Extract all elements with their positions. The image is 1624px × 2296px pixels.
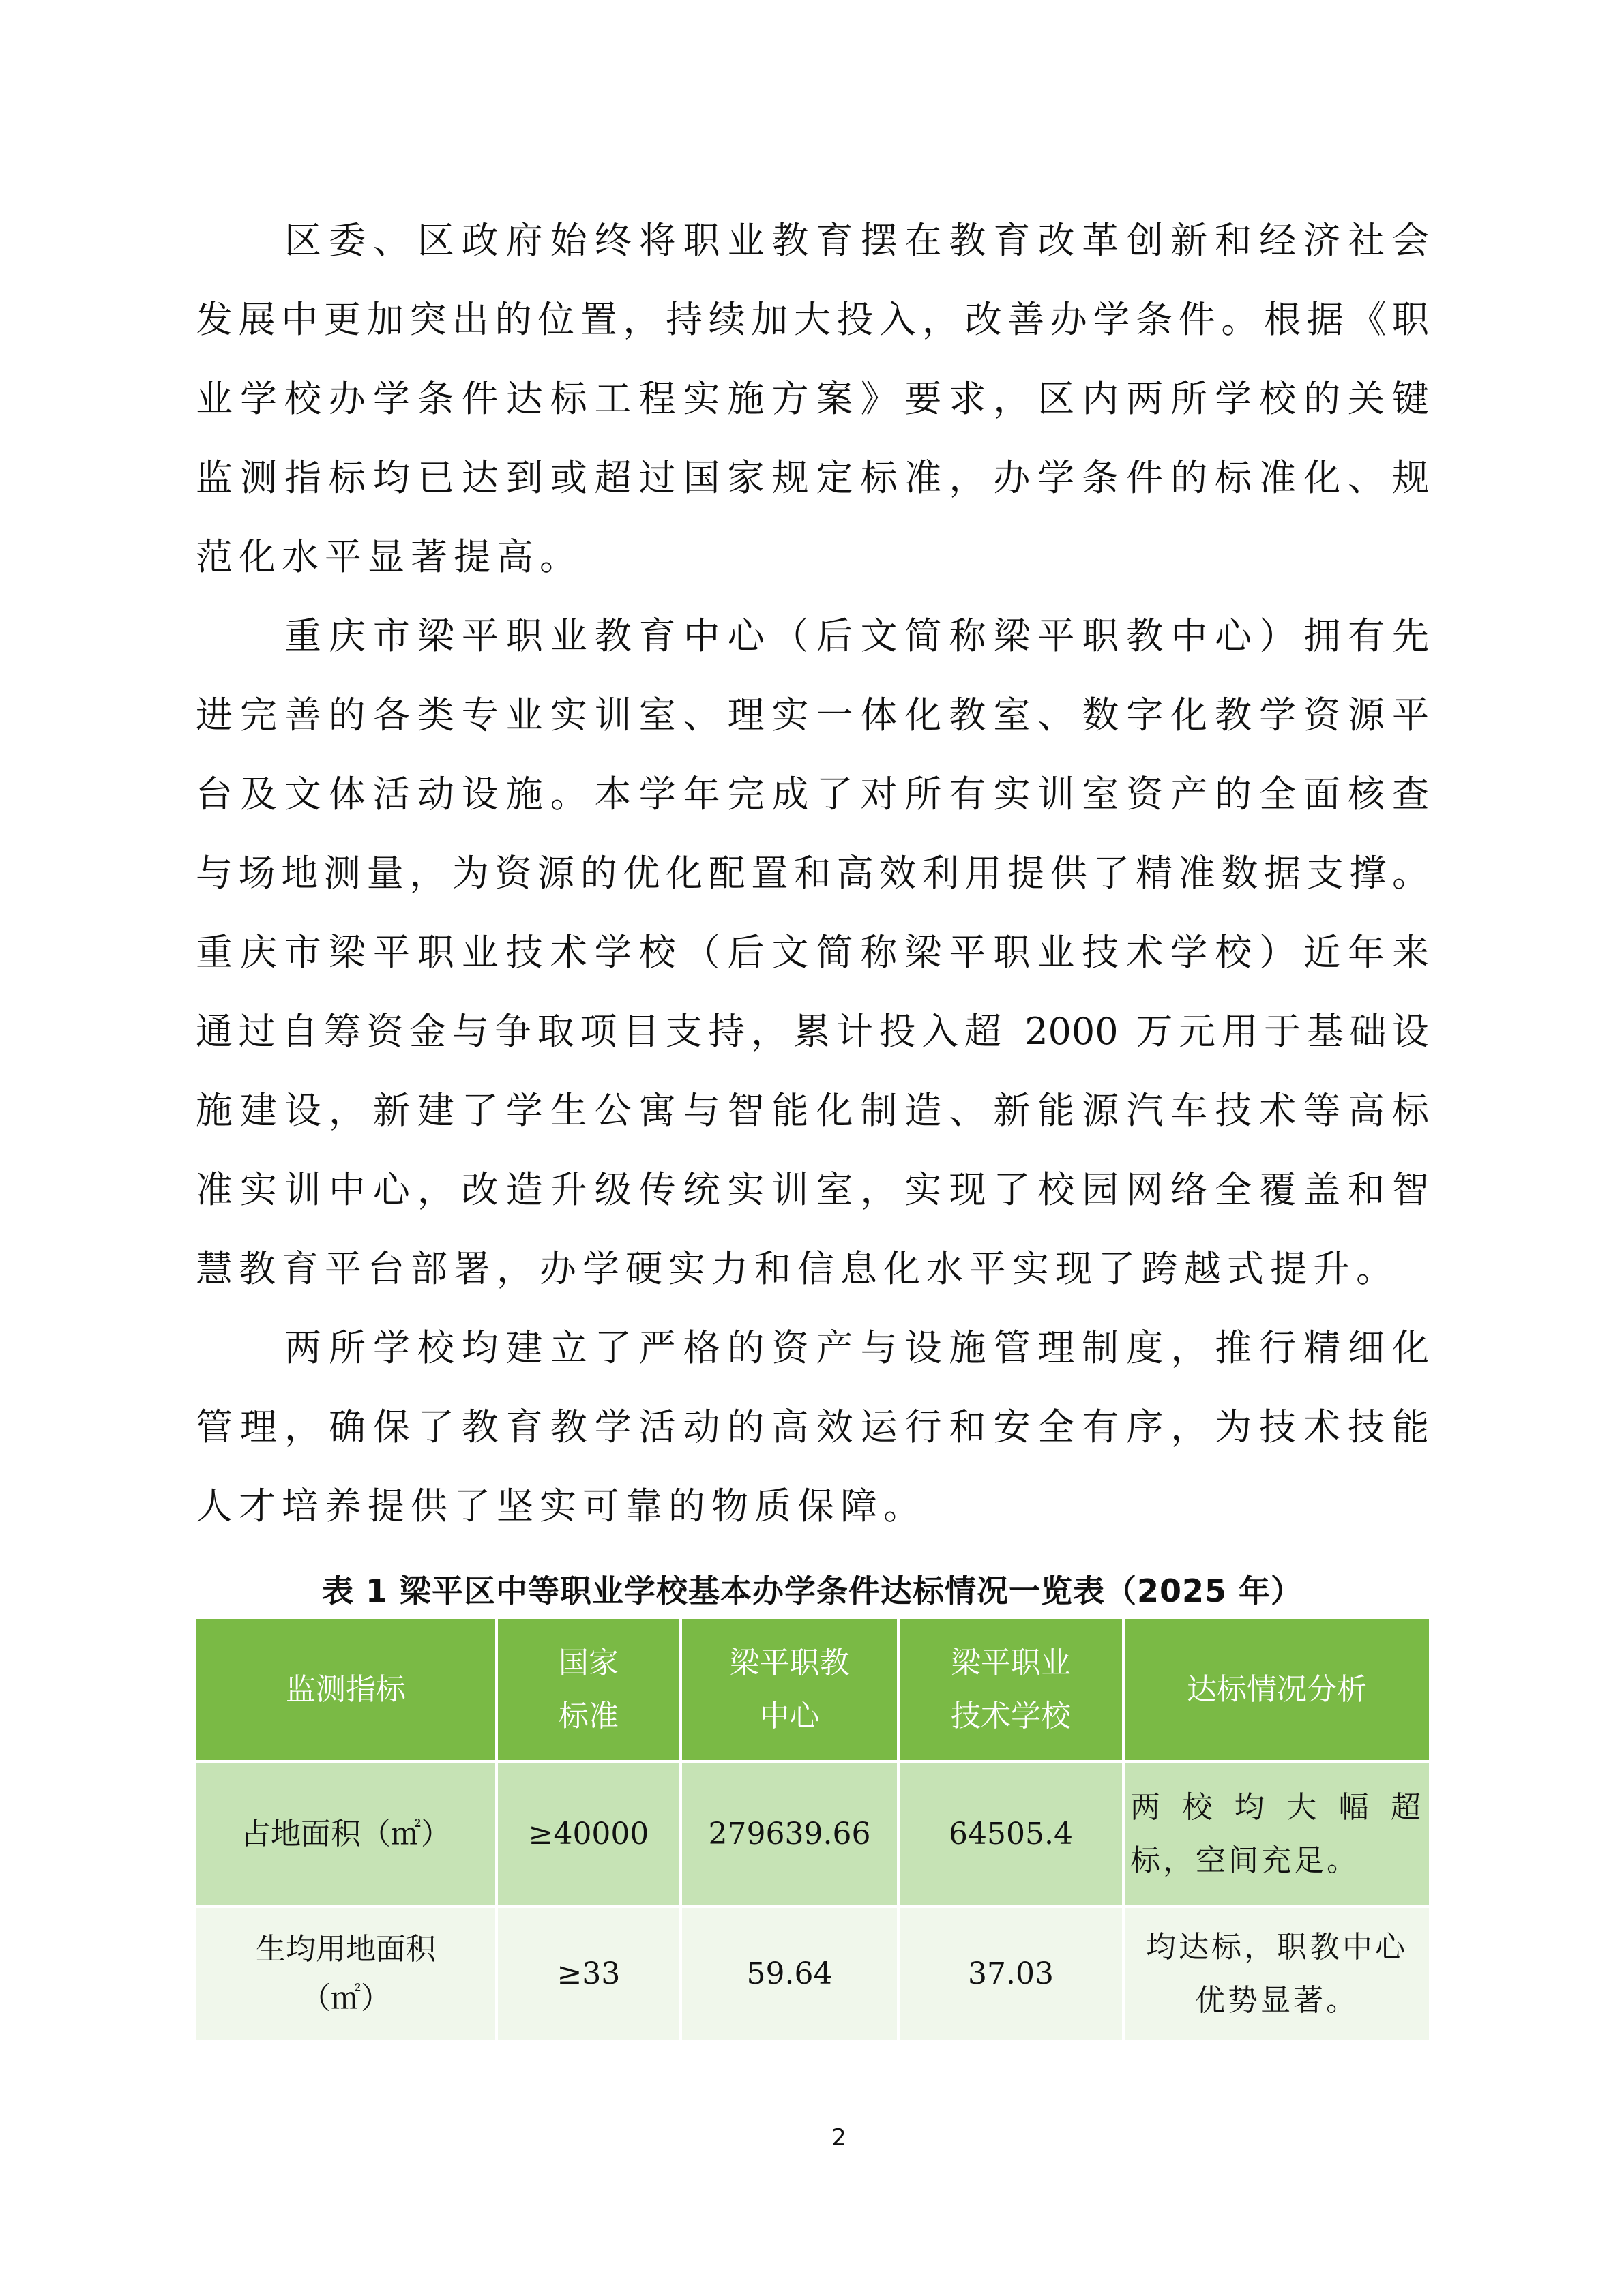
header-vocational-center-line1: 梁平职教 xyxy=(729,1645,850,1680)
analysis-line-2: 标，空间充足。 xyxy=(1130,1843,1359,1878)
paragraph-2-line-4: 与场地测量，为资源的优化配置和高效利用提供了精准数据支撑。 xyxy=(196,852,1429,895)
header-national-standard-line2: 标准 xyxy=(559,1698,619,1733)
cell-technical-school: 64505.4 xyxy=(900,1763,1122,1905)
paragraph-1-line-2: 发展中更加突出的位置，持续加大投入，改善办学条件。根据《职 xyxy=(196,298,1429,341)
table-caption: 表 1 梁平区中等职业学校基本办学条件达标情况一览表（2025 年） xyxy=(321,1572,1303,1609)
paragraph-2-line-9: 慧教育平台部署，办学硬实力和信息化水平实现了跨越式提升。 xyxy=(196,1247,1399,1290)
cell-national-standard: ≥40000 xyxy=(498,1763,679,1905)
header-national-standard-line1: 国家 xyxy=(559,1645,619,1680)
cell-vocational-center: 59.64 xyxy=(682,1908,897,2040)
cell-technical-school: 37.03 xyxy=(900,1908,1122,2040)
header-national-standard xyxy=(498,1619,679,1760)
paragraph-2-line-2: 进完善的各类专业实训室、理实一体化教室、数字化教学资源平 xyxy=(196,694,1429,736)
cell-indicator xyxy=(196,1763,495,1905)
header-technical-school xyxy=(900,1619,1122,1760)
analysis-line-1: 均达标，职教中心 xyxy=(1146,1929,1408,1965)
header-indicator xyxy=(196,1619,495,1760)
header-analysis xyxy=(1125,1619,1429,1760)
table-row xyxy=(196,1908,1429,2040)
paragraph-2-line-3: 台及文体活动设施。本学年完成了对所有实训室资产的全面核查 xyxy=(196,773,1429,816)
analysis-line-1: 两校均大幅超 xyxy=(1130,1789,1423,1825)
cell-analysis xyxy=(1125,1763,1429,1905)
page-number: 2 xyxy=(831,2124,846,2151)
paragraph-2-line-8: 准实训中心，改造升级传统实训室，实现了校园网络全覆盖和智 xyxy=(196,1168,1429,1211)
header-vocational-center-line2: 中心 xyxy=(759,1698,820,1733)
cell-analysis xyxy=(1125,1908,1429,2040)
standards-table xyxy=(194,1615,1432,2043)
cell-indicator xyxy=(196,1908,495,2040)
paragraph-3-line-3: 人才培养提供了坚实可靠的物质保障。 xyxy=(196,1485,926,1527)
paragraph-3-line-2: 管理，确保了教育教学活动的高效运行和安全有序，为技术技能 xyxy=(196,1405,1429,1448)
paragraph-3-line-1: 两所学校均建立了严格的资产与设施管理制度，推行精细化 xyxy=(284,1326,1429,1369)
paragraph-1-line-4: 监测指标均已达到或超过国家规定标准，办学条件的标准化、规 xyxy=(196,456,1429,499)
header-vocational-center xyxy=(682,1619,897,1760)
cell-national-standard: ≥33 xyxy=(498,1908,679,2040)
header-indicator-label: 监测指标 xyxy=(286,1671,406,1707)
indicator-text: 占地面积（㎡） xyxy=(241,1816,451,1851)
paragraph-2-line-6: 通过自筹资金与争取项目支持，累计投入超 2000 万元用于基础设 xyxy=(196,1010,1429,1053)
paragraph-2-line-1: 重庆市梁平职业教育中心（后文简称梁平职教中心）拥有先 xyxy=(284,614,1429,657)
indicator-text-line-1: 生均用地面积 xyxy=(256,1931,436,1967)
paragraph-2-line-7: 施建设，新建了学生公寓与智能化制造、新能源汽车技术等高标 xyxy=(196,1089,1429,1132)
analysis-line-2: 优势显著。 xyxy=(1195,1982,1359,2018)
indicator-text-line-2: （㎡） xyxy=(301,1980,391,2016)
header-technical-school-line2: 技术学校 xyxy=(951,1698,1071,1733)
cell-vocational-center: 279639.66 xyxy=(682,1763,897,1905)
header-analysis-label: 达标情况分析 xyxy=(1187,1671,1367,1707)
paragraph-1-line-5: 范化水平显著提高。 xyxy=(196,535,582,578)
paragraph-1-line-1: 区委、区政府始终将职业教育摆在教育改革创新和经济社会 xyxy=(284,219,1429,262)
header-technical-school-line1: 梁平职业 xyxy=(951,1645,1071,1680)
table-row xyxy=(196,1763,1429,1905)
paragraph-1-line-3: 业学校办学条件达标工程实施方案》要求，区内两所学校的关键 xyxy=(196,377,1429,420)
table-header-row xyxy=(196,1619,1429,1760)
paragraph-2-line-5: 重庆市梁平职业技术学校（后文简称梁平职业技术学校）近年来 xyxy=(196,931,1429,974)
